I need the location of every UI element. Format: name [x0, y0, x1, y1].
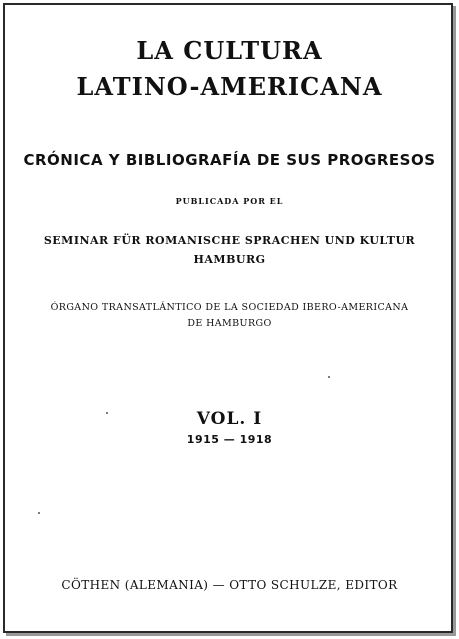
title-line-1: LA CULTURA — [136, 36, 323, 65]
seminar-line-1: SEMINAR FÜR ROMANISCHE SPRACHEN UND KULTUR — [43, 234, 416, 247]
volume-label: VOL. I — [196, 409, 263, 429]
paper-speck — [106, 412, 108, 414]
paper-speck — [38, 512, 40, 514]
organo-line-1: ÓRGANO TRANSATLÁNTICO DE LA SOCIEDAD IBERO-AMERICANA — [50, 302, 409, 313]
seminar-line-2: HAMBURG — [193, 253, 266, 266]
imprint: CÖTHEN (ALEMANIA) — OTTO SCHULZE, EDITOR — [61, 578, 398, 592]
paper-speck — [328, 376, 330, 378]
volume-years: 1915 — 1918 — [186, 433, 273, 446]
title-line-2: LATINO-AMERICANA — [76, 72, 383, 101]
published-by: PUBLICADA POR EL — [175, 196, 284, 206]
subtitle: CRÓNICA Y BIBLIOGRAFÍA DE SUS PROGRESOS — [23, 151, 436, 169]
organo-line-2: DE HAMBURGO — [187, 318, 272, 329]
